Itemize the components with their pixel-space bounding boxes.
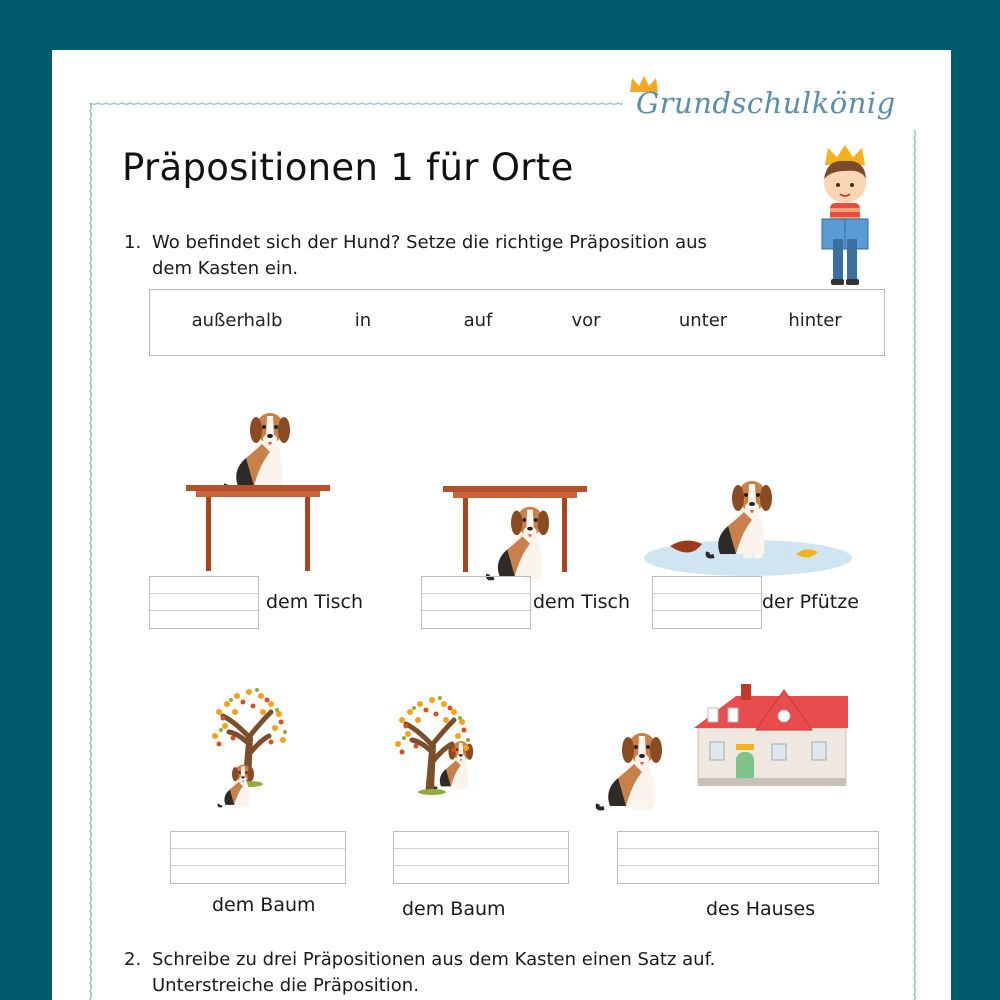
caption-dem-tisch-2: dem Tisch <box>533 591 630 613</box>
task-text-line-2: Unterstreiche die Präposition. <box>152 975 419 996</box>
answer-lines-3[interactable] <box>652 576 762 629</box>
dog-in-puddle-picture <box>646 474 856 578</box>
answer-lines-1[interactable] <box>149 576 259 629</box>
task-text-line-1: Schreibe zu drei Präpositionen aus dem Kasten einen Satz auf. <box>152 949 716 970</box>
word-vor: vor <box>571 310 601 331</box>
dog-behind-tree-picture <box>388 690 488 808</box>
caption-dem-baum-1: dem Baum <box>212 894 316 916</box>
dog-on-table-picture <box>186 404 336 576</box>
task-number: 2. <box>124 949 142 970</box>
dog-outside-house-picture <box>596 682 852 810</box>
word-hinter: hinter <box>788 310 842 331</box>
word-ausserhalb: außerhalb <box>191 310 283 331</box>
word-auf: auf <box>463 310 493 331</box>
king-boy-illustration <box>805 145 885 290</box>
caption-dem-tisch-1: dem Tisch <box>266 591 363 613</box>
page-title: Präpositionen 1 für Orte <box>122 146 574 189</box>
answer-lines-5[interactable] <box>393 831 569 884</box>
caption-dem-baum-2: dem Baum <box>402 898 506 920</box>
task-text-line-2: dem Kasten ein. <box>152 258 299 279</box>
answer-lines-4[interactable] <box>170 831 346 884</box>
task-text-line-1: Wo befindet sich der Hund? Setze die richtige Präposition aus <box>152 232 707 253</box>
dog-under-tree-picture <box>201 680 301 814</box>
answer-lines-6[interactable] <box>617 831 879 884</box>
dog-under-table-picture <box>443 484 593 584</box>
brand-logo: Grundschulkönig <box>636 86 896 120</box>
caption-des-hauses: des Hauses <box>706 898 816 920</box>
word-unter: unter <box>678 310 728 331</box>
answer-lines-2[interactable] <box>421 576 531 629</box>
task-number: 1. <box>124 232 142 253</box>
caption-der-pfuetze: der Pfütze <box>762 591 859 613</box>
word-in: in <box>354 310 372 331</box>
